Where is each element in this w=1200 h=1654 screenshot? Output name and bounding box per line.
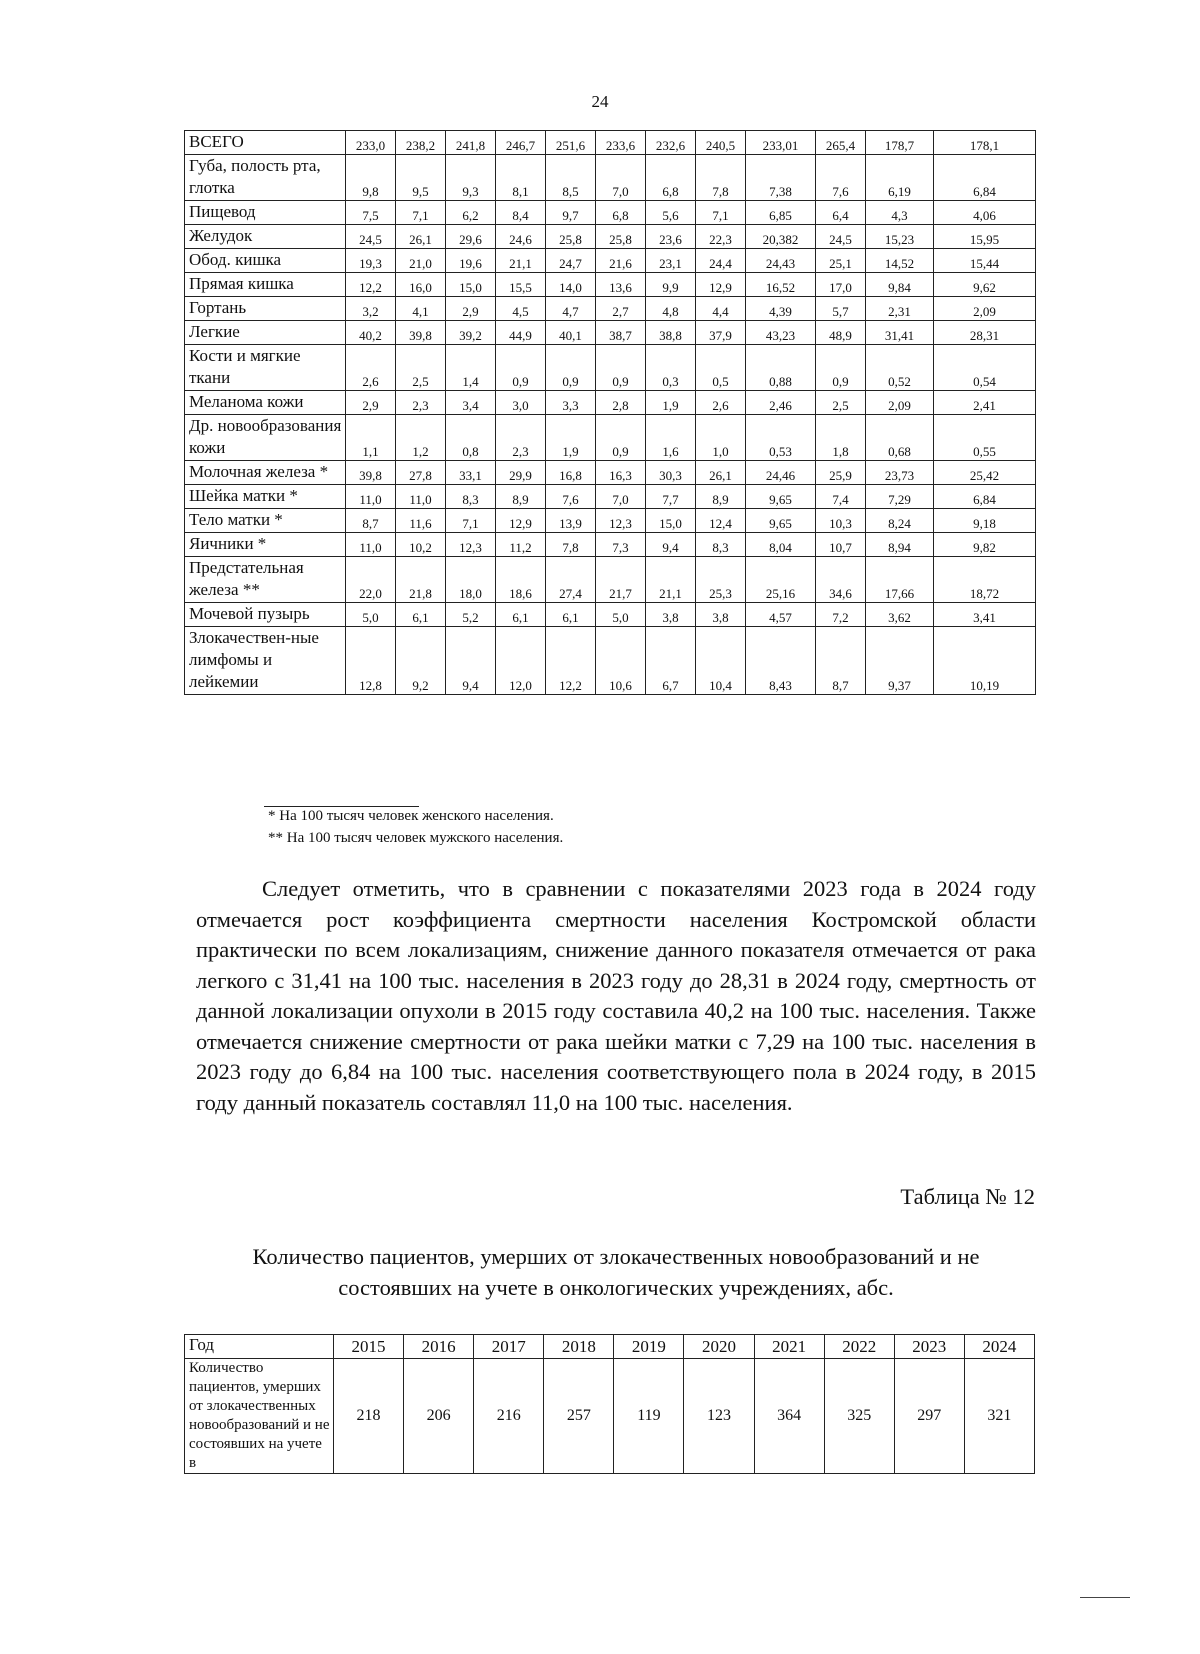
value-cell: 39,8 xyxy=(396,321,446,345)
value-cell: 6,84 xyxy=(934,155,1036,201)
value-cell: 1,8 xyxy=(816,415,866,461)
value-cell: 40,2 xyxy=(346,321,396,345)
value-cell: 7,0 xyxy=(596,155,646,201)
value-cell: 10,3 xyxy=(816,509,866,533)
table-row xyxy=(185,391,1036,415)
value-cell: 24,4 xyxy=(696,249,746,273)
table-row xyxy=(185,345,1036,391)
table-row xyxy=(185,201,1036,225)
value-cell: 8,7 xyxy=(816,627,866,695)
value-cell: 9,9 xyxy=(646,273,696,297)
value-cell: 7,1 xyxy=(396,201,446,225)
value-cell: 24,43 xyxy=(746,249,816,273)
value-cell: 10,4 xyxy=(696,627,746,695)
value-cell: 6,1 xyxy=(546,603,596,627)
value-cell: 10,6 xyxy=(596,627,646,695)
value-cell: 3,0 xyxy=(496,391,546,415)
value-cell: 9,65 xyxy=(746,509,816,533)
value-cell: 8,4 xyxy=(496,201,546,225)
value-cell: 241,8 xyxy=(446,131,496,155)
footnote-male: ** На 100 тысяч человек мужского населения. xyxy=(268,830,564,846)
value-cell: 2,7 xyxy=(596,297,646,321)
value-cell: 16,52 xyxy=(746,273,816,297)
value-cell: 11,6 xyxy=(396,509,446,533)
value-cell: 19,3 xyxy=(346,249,396,273)
year-cell: 2020 xyxy=(684,1335,754,1359)
value-cell: 29,6 xyxy=(446,225,496,249)
footnote-female: * На 100 тысяч человек женского населения. xyxy=(268,808,554,824)
value-cell: 14,52 xyxy=(866,249,934,273)
value-cell: 9,84 xyxy=(866,273,934,297)
value-cell: 0,9 xyxy=(546,345,596,391)
value-cell: 3,8 xyxy=(646,603,696,627)
value-cell: 15,23 xyxy=(866,225,934,249)
table-row xyxy=(185,297,1036,321)
value-cell: 0,3 xyxy=(646,345,696,391)
value-cell: 6,19 xyxy=(866,155,934,201)
value-cell: 40,1 xyxy=(546,321,596,345)
value-cell: 6,2 xyxy=(446,201,496,225)
value-cell: 4,1 xyxy=(396,297,446,321)
value-cell: 9,4 xyxy=(646,533,696,557)
value-cell: 2,9 xyxy=(346,391,396,415)
row-label: Кости и мягкие ткани xyxy=(185,345,346,391)
value-cell: 8,43 xyxy=(746,627,816,695)
value-cell: 4,3 xyxy=(866,201,934,225)
value-cell: 7,38 xyxy=(746,155,816,201)
row-label: Меланома кожи xyxy=(185,391,346,415)
year-cell: 2015 xyxy=(334,1335,404,1359)
value-cell: 24,46 xyxy=(746,461,816,485)
value-cell: 9,82 xyxy=(934,533,1036,557)
table-row xyxy=(185,249,1036,273)
value-cell: 7,7 xyxy=(646,485,696,509)
value-cell: 9,18 xyxy=(934,509,1036,533)
value-cell: 240,5 xyxy=(696,131,746,155)
year-cell: 2021 xyxy=(754,1335,824,1359)
value-cell: 4,7 xyxy=(546,297,596,321)
value-cell: 0,8 xyxy=(446,415,496,461)
value-cell: 27,4 xyxy=(546,557,596,603)
value-cell: 21,8 xyxy=(396,557,446,603)
row-label: Обод. кишка xyxy=(185,249,346,273)
value-cell: 6,1 xyxy=(396,603,446,627)
value-cell: 7,2 xyxy=(816,603,866,627)
value-cell: 33,1 xyxy=(446,461,496,485)
value-cell: 232,6 xyxy=(646,131,696,155)
value-cell: 18,6 xyxy=(496,557,546,603)
value-cell: 4,06 xyxy=(934,201,1036,225)
value-cell: 22,3 xyxy=(696,225,746,249)
value-cell: 4,5 xyxy=(496,297,546,321)
corner-mark xyxy=(1080,1597,1130,1598)
table-row xyxy=(185,485,1036,509)
value-cell: 8,1 xyxy=(496,155,546,201)
value-cell: 246,7 xyxy=(496,131,546,155)
value-cell: 4,57 xyxy=(746,603,816,627)
value-cell: 2,9 xyxy=(446,297,496,321)
value-cell: 206 xyxy=(404,1359,474,1474)
value-cell: 7,29 xyxy=(866,485,934,509)
value-cell: 25,1 xyxy=(816,249,866,273)
value-cell: 31,41 xyxy=(866,321,934,345)
row-label: Пищевод xyxy=(185,201,346,225)
table-row xyxy=(185,225,1036,249)
paragraph-text: Следует отметить, что в сравнении с показателями 2023 года в 2024 году отмечается рост коэффициента смертности населения Костромской области практически по всем локализациям, снижение данного показателя отмечается от рака легкого с 31,41 на 100 тыс. населения в 2023 году до 28,31 в 2024 году, смертность от данной локализации опухоли в 2015 году составила 40,2 на 100 тыс. населения. Также отмечается снижение смертности от рака шейки матки с 7,29 на 100 тыс. населения в 2023 году до 6,84 на 100 тыс. населения соответствующего пола в 2024 году, в 2015 году данный показатель составлял 11,0 на 100 тыс. населения. xyxy=(196,876,1036,1115)
value-cell: 2,09 xyxy=(866,391,934,415)
table-row xyxy=(185,321,1036,345)
value-cell: 23,73 xyxy=(866,461,934,485)
value-cell: 325 xyxy=(824,1359,894,1474)
table-row xyxy=(185,533,1036,557)
value-cell: 6,1 xyxy=(496,603,546,627)
value-cell: 321 xyxy=(964,1359,1034,1474)
value-cell: 257 xyxy=(544,1359,614,1474)
value-cell: 216 xyxy=(474,1359,544,1474)
value-cell: 8,7 xyxy=(346,509,396,533)
value-cell: 25,8 xyxy=(596,225,646,249)
value-cell: 21,1 xyxy=(646,557,696,603)
value-cell: 0,53 xyxy=(746,415,816,461)
value-cell: 2,8 xyxy=(596,391,646,415)
value-cell: 2,3 xyxy=(496,415,546,461)
value-cell: 8,24 xyxy=(866,509,934,533)
value-cell: 20,382 xyxy=(746,225,816,249)
value-cell: 4,4 xyxy=(696,297,746,321)
value-cell: 0,9 xyxy=(596,345,646,391)
value-cell: 3,3 xyxy=(546,391,596,415)
value-cell: 9,5 xyxy=(396,155,446,201)
value-cell: 8,9 xyxy=(696,485,746,509)
value-cell: 178,1 xyxy=(934,131,1036,155)
table-row xyxy=(185,1359,1035,1474)
value-cell: 9,7 xyxy=(546,201,596,225)
row-label: Тело матки * xyxy=(185,509,346,533)
year-cell: 2023 xyxy=(894,1335,964,1359)
value-cell: 12,2 xyxy=(546,627,596,695)
value-cell: 12,0 xyxy=(496,627,546,695)
value-cell: 5,7 xyxy=(816,297,866,321)
row-label: Желудок xyxy=(185,225,346,249)
value-cell: 14,0 xyxy=(546,273,596,297)
value-cell: 38,8 xyxy=(646,321,696,345)
value-cell: 24,6 xyxy=(496,225,546,249)
value-cell: 11,0 xyxy=(346,485,396,509)
value-cell: 27,8 xyxy=(396,461,446,485)
row-label: Легкие xyxy=(185,321,346,345)
value-cell: 8,94 xyxy=(866,533,934,557)
value-cell: 48,9 xyxy=(816,321,866,345)
value-cell: 2,41 xyxy=(934,391,1036,415)
value-cell: 16,8 xyxy=(546,461,596,485)
value-cell: 10,2 xyxy=(396,533,446,557)
value-cell: 5,0 xyxy=(596,603,646,627)
value-cell: 7,4 xyxy=(816,485,866,509)
value-cell: 2,6 xyxy=(346,345,396,391)
value-cell: 265,4 xyxy=(816,131,866,155)
value-cell: 7,3 xyxy=(596,533,646,557)
value-cell: 4,8 xyxy=(646,297,696,321)
value-cell: 1,6 xyxy=(646,415,696,461)
value-cell: 1,1 xyxy=(346,415,396,461)
value-cell: 34,6 xyxy=(816,557,866,603)
value-cell: 0,52 xyxy=(866,345,934,391)
value-cell: 24,7 xyxy=(546,249,596,273)
value-cell: 29,9 xyxy=(496,461,546,485)
value-cell: 9,37 xyxy=(866,627,934,695)
value-cell: 30,3 xyxy=(646,461,696,485)
value-cell: 21,6 xyxy=(596,249,646,273)
value-cell: 297 xyxy=(894,1359,964,1474)
row-label: Др. новообразования кожи xyxy=(185,415,346,461)
year-cell: 2019 xyxy=(614,1335,684,1359)
value-cell: 9,65 xyxy=(746,485,816,509)
value-cell: 22,0 xyxy=(346,557,396,603)
value-cell: 28,31 xyxy=(934,321,1036,345)
value-cell: 233,01 xyxy=(746,131,816,155)
value-cell: 7,5 xyxy=(346,201,396,225)
value-cell: 17,66 xyxy=(866,557,934,603)
value-cell: 9,62 xyxy=(934,273,1036,297)
row-label: Предстательная железа ** xyxy=(185,557,346,603)
value-cell: 9,2 xyxy=(396,627,446,695)
value-cell: 251,6 xyxy=(546,131,596,155)
value-cell: 16,3 xyxy=(596,461,646,485)
value-cell: 9,4 xyxy=(446,627,496,695)
value-cell: 3,2 xyxy=(346,297,396,321)
value-cell: 15,0 xyxy=(646,509,696,533)
value-cell: 26,1 xyxy=(696,461,746,485)
table-row xyxy=(185,509,1036,533)
value-cell: 6,85 xyxy=(746,201,816,225)
value-cell: 10,7 xyxy=(816,533,866,557)
value-cell: 1,2 xyxy=(396,415,446,461)
row-label: Яичники * xyxy=(185,533,346,557)
value-cell: 12,9 xyxy=(696,273,746,297)
value-cell: 21,1 xyxy=(496,249,546,273)
value-cell: 3,62 xyxy=(866,603,934,627)
value-cell: 7,8 xyxy=(696,155,746,201)
value-cell: 13,6 xyxy=(596,273,646,297)
value-cell: 0,88 xyxy=(746,345,816,391)
year-cell: 2016 xyxy=(404,1335,474,1359)
value-cell: 0,9 xyxy=(496,345,546,391)
table-row xyxy=(185,461,1036,485)
value-cell: 18,72 xyxy=(934,557,1036,603)
value-cell: 7,0 xyxy=(596,485,646,509)
value-cell: 21,7 xyxy=(596,557,646,603)
row-label: Злокачествен-ные лимфомы и лейкемии xyxy=(185,627,346,695)
value-cell: 119 xyxy=(614,1359,684,1474)
table-row xyxy=(185,131,1036,155)
value-cell: 6,8 xyxy=(596,201,646,225)
value-cell: 5,6 xyxy=(646,201,696,225)
value-cell: 12,3 xyxy=(446,533,496,557)
value-cell: 2,3 xyxy=(396,391,446,415)
value-cell: 15,44 xyxy=(934,249,1036,273)
value-cell: 25,9 xyxy=(816,461,866,485)
value-cell: 5,0 xyxy=(346,603,396,627)
value-cell: 2,31 xyxy=(866,297,934,321)
value-cell: 44,9 xyxy=(496,321,546,345)
page-number: 24 xyxy=(591,92,609,111)
value-cell: 0,5 xyxy=(696,345,746,391)
value-cell: 12,8 xyxy=(346,627,396,695)
value-cell: 23,1 xyxy=(646,249,696,273)
value-cell: 24,5 xyxy=(816,225,866,249)
table-number: Таблица № 12 xyxy=(900,1184,1035,1209)
value-cell: 17,0 xyxy=(816,273,866,297)
value-cell: 23,6 xyxy=(646,225,696,249)
table-row xyxy=(185,603,1036,627)
value-cell: 0,9 xyxy=(816,345,866,391)
table-row xyxy=(185,155,1036,201)
value-cell: 1,9 xyxy=(546,415,596,461)
unregistered-deaths-table xyxy=(184,1334,1035,1474)
value-cell: 0,9 xyxy=(596,415,646,461)
value-cell: 8,3 xyxy=(696,533,746,557)
year-cell: 2018 xyxy=(544,1335,614,1359)
value-cell: 39,8 xyxy=(346,461,396,485)
row-label: Количество пациентов, умерших от злокачественных новообразований и не состоявших на учете в xyxy=(185,1359,334,1474)
value-cell: 3,4 xyxy=(446,391,496,415)
value-cell: 38,7 xyxy=(596,321,646,345)
value-cell: 1,9 xyxy=(646,391,696,415)
year-cell: 2022 xyxy=(824,1335,894,1359)
value-cell: 19,6 xyxy=(446,249,496,273)
value-cell: 4,39 xyxy=(746,297,816,321)
value-cell: 15,0 xyxy=(446,273,496,297)
value-cell: 11,2 xyxy=(496,533,546,557)
value-cell: 8,04 xyxy=(746,533,816,557)
value-cell: 5,2 xyxy=(446,603,496,627)
value-cell: 8,9 xyxy=(496,485,546,509)
value-cell: 6,84 xyxy=(934,485,1036,509)
value-cell: 178,7 xyxy=(866,131,934,155)
value-cell: 37,9 xyxy=(696,321,746,345)
value-cell: 7,1 xyxy=(696,201,746,225)
row-label: Молочная железа * xyxy=(185,461,346,485)
value-cell: 12,2 xyxy=(346,273,396,297)
mortality-table xyxy=(184,130,1036,695)
value-cell: 21,0 xyxy=(396,249,446,273)
value-cell: 39,2 xyxy=(446,321,496,345)
value-cell: 233,6 xyxy=(596,131,646,155)
value-cell: 2,09 xyxy=(934,297,1036,321)
table-row xyxy=(185,273,1036,297)
row-label: Мочевой пузырь xyxy=(185,603,346,627)
value-cell: 7,6 xyxy=(546,485,596,509)
value-cell: 9,8 xyxy=(346,155,396,201)
value-cell: 11,0 xyxy=(396,485,446,509)
footnote-separator xyxy=(264,806,419,807)
value-cell: 7,6 xyxy=(816,155,866,201)
year-cell: 2017 xyxy=(474,1335,544,1359)
value-cell: 18,0 xyxy=(446,557,496,603)
value-cell: 25,3 xyxy=(696,557,746,603)
value-cell: 12,4 xyxy=(696,509,746,533)
row-label: Шейка матки * xyxy=(185,485,346,509)
value-cell: 1,4 xyxy=(446,345,496,391)
value-cell: 25,16 xyxy=(746,557,816,603)
row-label: Прямая кишка xyxy=(185,273,346,297)
value-cell: 9,3 xyxy=(446,155,496,201)
value-cell: 2,5 xyxy=(396,345,446,391)
value-cell: 364 xyxy=(754,1359,824,1474)
body-paragraph xyxy=(196,874,1036,1118)
value-cell: 7,1 xyxy=(446,509,496,533)
value-cell: 6,4 xyxy=(816,201,866,225)
value-cell: 233,0 xyxy=(346,131,396,155)
row-label: ВСЕГО xyxy=(185,131,346,155)
value-cell: 0,55 xyxy=(934,415,1036,461)
header-label: Год xyxy=(185,1335,334,1359)
table-title: Количество пациентов, умерших от злокачественных новообразований и не состоявших на учете в онкологических учреждениях, абс. xyxy=(252,1244,980,1300)
value-cell: 1,0 xyxy=(696,415,746,461)
row-label: Гортань xyxy=(185,297,346,321)
value-cell: 10,19 xyxy=(934,627,1036,695)
value-cell: 26,1 xyxy=(396,225,446,249)
value-cell: 13,9 xyxy=(546,509,596,533)
value-cell: 2,5 xyxy=(816,391,866,415)
value-cell: 123 xyxy=(684,1359,754,1474)
value-cell: 11,0 xyxy=(346,533,396,557)
value-cell: 218 xyxy=(334,1359,404,1474)
value-cell: 16,0 xyxy=(396,273,446,297)
value-cell: 15,5 xyxy=(496,273,546,297)
table-row xyxy=(185,627,1036,695)
value-cell: 0,68 xyxy=(866,415,934,461)
value-cell: 6,7 xyxy=(646,627,696,695)
value-cell: 2,6 xyxy=(696,391,746,415)
table-header-row xyxy=(185,1335,1035,1359)
row-label: Губа, полость рта, глотка xyxy=(185,155,346,201)
value-cell: 0,54 xyxy=(934,345,1036,391)
value-cell: 3,41 xyxy=(934,603,1036,627)
value-cell: 2,46 xyxy=(746,391,816,415)
table-row xyxy=(185,415,1036,461)
value-cell: 8,3 xyxy=(446,485,496,509)
year-cell: 2024 xyxy=(964,1335,1034,1359)
value-cell: 238,2 xyxy=(396,131,446,155)
value-cell: 24,5 xyxy=(346,225,396,249)
value-cell: 7,8 xyxy=(546,533,596,557)
table-row xyxy=(185,557,1036,603)
value-cell: 25,42 xyxy=(934,461,1036,485)
value-cell: 43,23 xyxy=(746,321,816,345)
value-cell: 12,3 xyxy=(596,509,646,533)
value-cell: 6,8 xyxy=(646,155,696,201)
value-cell: 3,8 xyxy=(696,603,746,627)
value-cell: 25,8 xyxy=(546,225,596,249)
value-cell: 8,5 xyxy=(546,155,596,201)
value-cell: 12,9 xyxy=(496,509,546,533)
value-cell: 15,95 xyxy=(934,225,1036,249)
